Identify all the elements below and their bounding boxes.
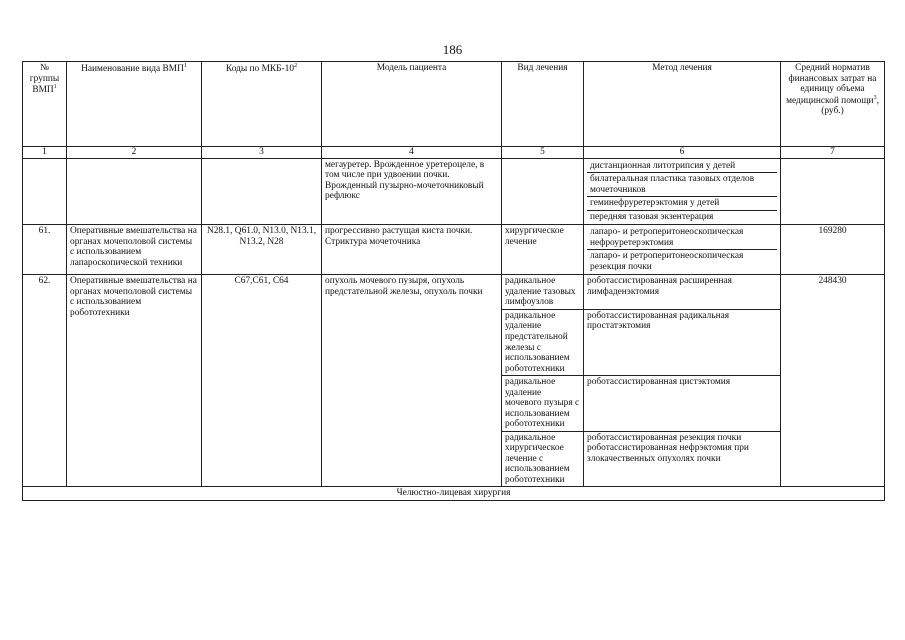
section-row (23, 487, 885, 501)
table-row-61 (23, 225, 885, 275)
row62-method: роботассистированная резекция почки роботассистированная нефрэктомия при злокачественных опухолях почки (584, 431, 781, 487)
row61-method: лапаро- и ретроперитонеоскопическая нефроуретерэктомия (587, 226, 777, 250)
cont-codes (202, 158, 322, 225)
row62-method: роботассистированная радикальная простатэктомия (584, 309, 781, 375)
row61-methods (584, 225, 781, 275)
col-num-6: 6 (584, 147, 781, 159)
cont-num (23, 158, 67, 225)
row62-name: Оперативные вмешательства на органах мочеполовой системы с использованием робототехники (67, 275, 202, 487)
col-num-1: 1 (23, 147, 67, 159)
header-method: Метод лечения (584, 62, 781, 147)
col-num-4: 4 (322, 147, 502, 159)
cont-name (67, 158, 202, 225)
row62-cost: 248430 (781, 275, 885, 487)
col-num-3: 3 (202, 147, 322, 159)
cont-model: мегауретер. Врожденное уретероцеле, в том числе при удвоении почки. Врожденный пузырно-мочеточниковый рефлюкс (322, 158, 502, 225)
header-codes: Коды по МКБ-$10^2$ (202, 62, 322, 147)
header-group-no: № группы ВМП$^1$ (23, 62, 67, 147)
row62-model: опухоль мочевого пузыря, опухоль предстательной железы, опухоль почки (322, 275, 502, 487)
column-number-row (23, 147, 885, 159)
row62-treatment: радикальное хирургическое лечение с использованием робототехники (502, 431, 584, 487)
row62-num: 62. (23, 275, 67, 487)
header-model: Модель пациента (322, 62, 502, 147)
col-num-5: 5 (502, 147, 584, 159)
row61-treatment: хирургическое лечение (502, 225, 584, 275)
row62-method: роботассистированная расширенная лимфаденэктомия (584, 275, 781, 310)
header-row (23, 62, 885, 147)
row61-codes: N28.1, Q61.0, N13.0, N13.1, N13.2, N28 (202, 225, 322, 275)
cont-method: передняя тазовая экзентерация (590, 211, 714, 222)
col-num-7: 7 (781, 147, 885, 159)
row61-model: прогрессивно растущая киста почки. Стриктура мочеточника (322, 225, 502, 275)
row61-name: Оперативные вмешательства на органах мочеполовой системы с использованием лапароскопической техники (67, 225, 202, 275)
row61-num: 61. (23, 225, 67, 275)
row62-treatment: радикальное удаление предстательной железы с использованием робототехники (502, 309, 584, 375)
cont-treatment (502, 158, 584, 225)
cont-method: билатеральная пластика тазовых отделов мочеточников (587, 173, 777, 197)
page-number: 186 (442, 42, 463, 57)
header-treatment: Вид лечения (502, 62, 584, 147)
header-name: Наименование вида ВМП$^1$ (67, 62, 202, 147)
col-num-2: 2 (67, 147, 202, 159)
cont-cost (781, 158, 885, 225)
row61-method: лапаро- и ретроперитонеоскопическая резекция почки (590, 251, 744, 272)
row62-treatment: радикальное удаление тазовых лимфоузлов (502, 275, 584, 310)
cont-method: геминефруретерэктомия у детей (587, 197, 777, 211)
header-cost: Средний норматив финансовых затрат на единицу объема медицинской помощи$^3$, (руб.) (781, 62, 885, 147)
table-row-62 (23, 275, 885, 310)
vmp-table (22, 61, 885, 501)
cont-method: дистанционная литотрипсия у детей (587, 160, 777, 174)
row62-method: роботассистированная цистэктомия (584, 376, 781, 432)
row62-treatment: радикальное удаление мочевого пузыря с использованием робототехники (502, 376, 584, 432)
cont-methods (584, 158, 781, 225)
section-title: Челюстно-лицевая хирургия (23, 487, 885, 501)
continuation-row (23, 158, 885, 225)
row61-cost: 169280 (781, 225, 885, 275)
row62-codes: C67,C61, C64 (202, 275, 322, 487)
